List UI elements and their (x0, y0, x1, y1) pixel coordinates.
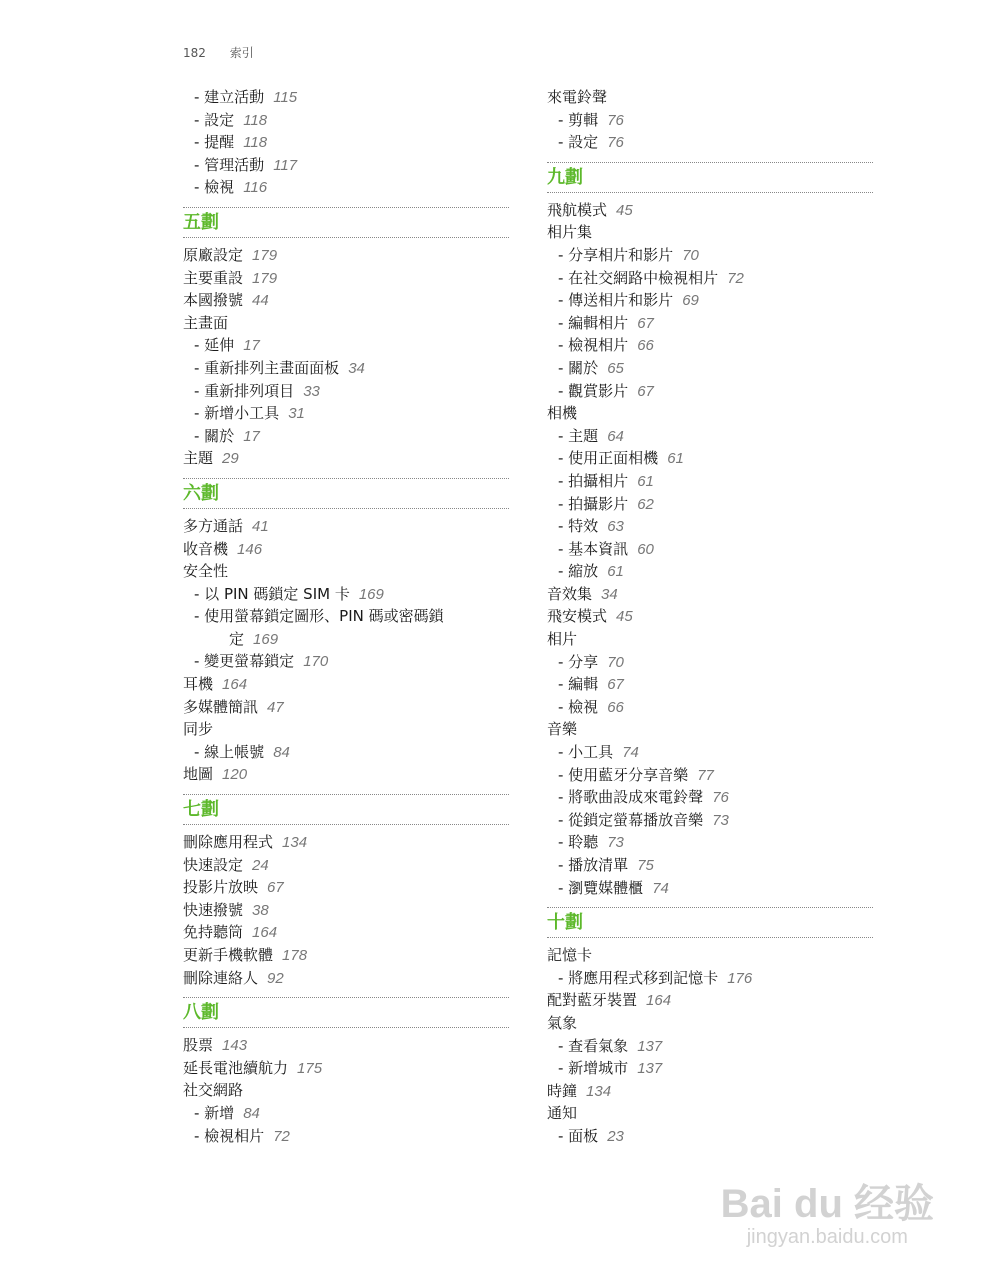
page-reference[interactable]: 77 (697, 766, 714, 784)
index-subentry (547, 877, 873, 900)
index-subentry (183, 628, 509, 651)
page-reference[interactable]: 63 (607, 518, 624, 536)
page-reference[interactable]: 164 (252, 924, 278, 942)
entry-label: - 分享 (558, 652, 599, 671)
page-reference[interactable]: 117 (273, 156, 298, 174)
entry-label: - 新增城市 (558, 1059, 629, 1078)
index-subentry (547, 764, 873, 787)
index-subentry (183, 583, 509, 606)
section-heading: 六劃 (183, 478, 509, 509)
page-reference[interactable]: 84 (273, 743, 290, 761)
page-reference[interactable]: 169 (358, 585, 384, 603)
page-reference[interactable]: 74 (622, 744, 639, 762)
page-reference[interactable]: 45 (616, 608, 633, 626)
page-reference[interactable]: 61 (667, 450, 684, 468)
entry-label: - 線上帳號 (194, 742, 265, 761)
entry-label: 刪除應用程式 (183, 833, 274, 852)
entry-label: 定 (229, 629, 245, 648)
page-number: 182 (183, 46, 206, 60)
index-entry (183, 289, 509, 312)
index-entry (547, 944, 873, 967)
entry-label: 相片 (547, 630, 578, 649)
index-subentry (547, 651, 873, 674)
section-heading: 七劃 (183, 794, 509, 825)
entry-label: 主題 (183, 449, 214, 468)
entry-label: - 拍攝影片 (558, 494, 629, 513)
entry-label: - 觀賞影片 (558, 381, 629, 400)
page-reference[interactable]: 76 (607, 134, 624, 152)
index-subentry (547, 786, 873, 809)
index-entry (547, 1102, 873, 1125)
page-reference[interactable]: 73 (712, 811, 729, 829)
page-reference[interactable]: 84 (243, 1104, 260, 1122)
page-reference[interactable]: 34 (348, 359, 365, 377)
page-reference[interactable]: 70 (682, 246, 699, 264)
index-subentry (547, 357, 873, 380)
index-entry (183, 447, 509, 470)
entry-label: - 查看氣象 (558, 1036, 629, 1055)
index-subentry (547, 289, 873, 312)
entry-label: 多媒體簡訊 (183, 697, 259, 716)
index-entry (183, 1034, 509, 1057)
index-entry (547, 1080, 873, 1103)
page-reference[interactable]: 73 (607, 834, 624, 852)
page-reference[interactable]: 44 (252, 292, 269, 310)
entry-label: - 延伸 (194, 336, 235, 355)
page-reference[interactable]: 164 (646, 992, 672, 1010)
page-reference[interactable]: 175 (297, 1059, 323, 1077)
index-entry (183, 944, 509, 967)
page-reference[interactable]: 41 (252, 517, 269, 535)
index-subentry (183, 1125, 509, 1148)
entry-label: - 關於 (558, 358, 599, 377)
entry-label: 免持聽筒 (183, 923, 244, 942)
index-entry (183, 560, 509, 583)
entry-label: - 面板 (558, 1126, 599, 1145)
entry-label: - 重新排列項目 (194, 381, 295, 400)
page-reference[interactable]: 134 (586, 1082, 612, 1100)
index-subentry (183, 741, 509, 764)
entry-label: - 新增 (194, 1103, 235, 1122)
page-reference[interactable]: 116 (243, 179, 268, 197)
index-entry (183, 538, 509, 561)
index-subentry (183, 650, 509, 673)
page-reference[interactable]: 66 (637, 337, 654, 355)
index-entry (183, 244, 509, 267)
entry-label: 通知 (547, 1104, 578, 1123)
page-reference[interactable]: 31 (288, 405, 305, 423)
index-subentry (183, 334, 509, 357)
index-subentry (183, 154, 509, 177)
entry-label: 耳機 (183, 675, 214, 694)
entry-label: 飛航模式 (547, 200, 608, 219)
entry-label: - 檢視 (194, 178, 235, 197)
entry-label: - 管理活動 (194, 155, 265, 174)
index-entry (183, 312, 509, 335)
section-heading: 五劃 (183, 207, 509, 238)
page-reference[interactable]: 38 (252, 901, 269, 919)
page-reference[interactable]: 24 (252, 856, 269, 874)
index-subentry (183, 402, 509, 425)
index-subentry (547, 538, 873, 561)
page-reference[interactable]: 67 (607, 676, 624, 694)
entry-label: 快速設定 (183, 855, 244, 874)
entry-label: 地圖 (183, 765, 214, 784)
index-entry (547, 628, 873, 651)
entry-label: - 主題 (558, 426, 599, 445)
page-reference[interactable]: 33 (303, 382, 320, 400)
index-entry (183, 718, 509, 741)
entry-label: 安全性 (183, 562, 229, 581)
watermark-logo: Bai du 经验 (720, 1182, 934, 1226)
index-entry (183, 673, 509, 696)
index-entry (183, 921, 509, 944)
page-reference[interactable]: 72 (273, 1127, 290, 1145)
entry-label: - 使用正面相機 (558, 449, 659, 468)
page-reference[interactable]: 92 (267, 969, 284, 987)
index-subentry (183, 425, 509, 448)
index-subentry (547, 854, 873, 877)
page-reference[interactable]: 17 (243, 427, 260, 445)
index-entry (183, 899, 509, 922)
page-reference[interactable]: 170 (303, 653, 329, 671)
index-entry (183, 267, 509, 290)
index-subentry (547, 334, 873, 357)
page-reference[interactable]: 70 (607, 653, 624, 671)
entry-label: - 使用藍牙分享音樂 (558, 765, 689, 784)
index-subentry (183, 380, 509, 403)
page-reference[interactable]: 67 (637, 314, 654, 332)
index-column-left (183, 86, 509, 1147)
index-entry (547, 989, 873, 1012)
entry-label: 相片集 (547, 223, 593, 242)
entry-label: - 分享相片和影片 (558, 245, 674, 264)
entry-label: 主畫面 (183, 313, 229, 332)
index-subentry (547, 1125, 873, 1148)
page-header (183, 44, 254, 61)
entry-label: - 檢視 (558, 697, 599, 716)
entry-label: 刪除連絡人 (183, 968, 259, 987)
entry-label: - 特效 (558, 517, 599, 536)
entry-label: 同步 (183, 720, 214, 739)
index-subentry (547, 1057, 873, 1080)
index-subentry (547, 131, 873, 154)
index-subentry (183, 176, 509, 199)
page-reference[interactable]: 65 (607, 359, 624, 377)
index-entry (547, 605, 873, 628)
page-reference[interactable]: 67 (637, 382, 654, 400)
entry-label: - 小工具 (558, 743, 614, 762)
index-subentry (547, 244, 873, 267)
page-reference[interactable]: 120 (222, 766, 248, 784)
entry-label: - 新增小工具 (194, 404, 280, 423)
page-reference[interactable]: 61 (607, 563, 624, 581)
page-reference[interactable]: 76 (712, 789, 729, 807)
index-subentry (547, 109, 873, 132)
entry-label: 投影片放映 (183, 878, 259, 897)
page-reference[interactable]: 176 (727, 969, 753, 987)
index-entry (183, 1079, 509, 1102)
page-reference[interactable]: 137 (637, 1060, 663, 1078)
entry-label: 飛安模式 (547, 607, 608, 626)
entry-label: - 使用螢幕鎖定圖形、PIN 碼或密碼鎖 (194, 607, 444, 626)
entry-label: 記憶卡 (547, 946, 593, 965)
watermark-url: jingyan.baidu.com (746, 1226, 908, 1248)
index-subentry (183, 357, 509, 380)
index-subentry (547, 380, 873, 403)
entry-label: - 設定 (194, 110, 235, 129)
index-subentry (183, 109, 509, 132)
page-reference[interactable]: 115 (273, 89, 298, 106)
entry-label: 本國撥號 (183, 291, 244, 310)
page-reference[interactable]: 179 (252, 269, 278, 287)
entry-label: 多方通話 (183, 516, 244, 535)
index-entry (547, 199, 873, 222)
watermark (721, 1182, 934, 1248)
entry-label: 氣象 (547, 1013, 578, 1032)
entry-label: 股票 (183, 1036, 214, 1055)
index-subentry (547, 560, 873, 583)
index-entry (547, 86, 873, 109)
entry-label: - 提醒 (194, 133, 235, 152)
page-reference[interactable]: 146 (237, 540, 263, 558)
page-reference[interactable]: 75 (637, 857, 654, 874)
page-reference[interactable]: 62 (637, 495, 654, 513)
index-subentry (547, 967, 873, 990)
index-subentry (183, 605, 509, 628)
index-subentry (547, 515, 873, 538)
index-subentry (547, 267, 873, 290)
index-entry (547, 1012, 873, 1035)
index-subentry (183, 1102, 509, 1125)
entry-label: 音效集 (547, 584, 593, 603)
entry-label: 相機 (547, 404, 578, 423)
index-subentry (547, 831, 873, 854)
entry-label: - 將應用程式移到記憶卡 (558, 968, 719, 987)
index-subentry (183, 86, 509, 109)
entry-label: - 檢視相片 (194, 1126, 265, 1145)
entry-label: 音樂 (547, 720, 578, 739)
page-reference[interactable]: 67 (267, 879, 284, 897)
index-subentry (547, 673, 873, 696)
index-subentry (183, 131, 509, 154)
index-entry (183, 967, 509, 990)
entry-label: - 關於 (194, 426, 235, 445)
entry-label: - 將歌曲設成來電鈴聲 (558, 788, 704, 807)
index-subentry (547, 809, 873, 832)
entry-label: - 縮放 (558, 562, 599, 581)
page-reference[interactable]: 137 (637, 1037, 663, 1055)
page-reference[interactable]: 134 (282, 834, 308, 852)
entry-label: - 變更螢幕鎖定 (194, 652, 295, 671)
index-subentry (547, 696, 873, 719)
page-reference[interactable]: 69 (682, 292, 699, 310)
index-subentry (547, 312, 873, 335)
index-entry (183, 876, 509, 899)
page-reference[interactable]: 34 (601, 585, 618, 603)
entry-label: - 播放清單 (558, 856, 629, 874)
entry-label: - 建立活動 (194, 88, 265, 106)
entry-label: 來電鈴聲 (547, 88, 608, 106)
page-reference[interactable]: 118 (243, 134, 268, 152)
page-reference[interactable]: 169 (253, 630, 279, 648)
page-reference[interactable]: 72 (727, 269, 744, 287)
entry-label: 社交網路 (183, 1081, 244, 1100)
entry-label: 配對藍牙裝置 (547, 991, 638, 1010)
index-subentry (547, 1035, 873, 1058)
entry-label: - 重新排列主畫面面板 (194, 358, 340, 377)
index-subentry (547, 493, 873, 516)
index-subentry (547, 425, 873, 448)
page-reference[interactable]: 74 (652, 879, 669, 897)
entry-label: 收音機 (183, 539, 229, 558)
section-heading: 九劃 (547, 162, 873, 193)
index-column-right (547, 86, 873, 1148)
entry-label: - 在社交網路中檢視相片 (558, 268, 719, 287)
index-entry (183, 763, 509, 786)
index-subentry (547, 447, 873, 470)
index-entry (547, 402, 873, 425)
index-entry (547, 718, 873, 741)
entry-label: - 聆聽 (558, 833, 599, 852)
entry-label: 主要重設 (183, 268, 244, 287)
page-reference[interactable]: 17 (243, 337, 260, 355)
entry-label: 更新手機軟體 (183, 946, 274, 964)
entry-label: - 基本資訊 (558, 539, 629, 558)
index-entry (183, 1057, 509, 1080)
page-reference[interactable]: 76 (607, 111, 624, 129)
section-heading: 八劃 (183, 997, 509, 1028)
entry-label: - 剪輯 (558, 110, 599, 129)
entry-label: - 瀏覽媒體櫃 (558, 878, 644, 897)
entry-label: - 傳送相片和影片 (558, 291, 674, 310)
section-heading: 十劃 (547, 907, 873, 938)
page-reference[interactable]: 47 (267, 698, 284, 716)
entry-label: - 從鎖定螢幕播放音樂 (558, 810, 704, 829)
index-entry (183, 515, 509, 538)
page-reference[interactable]: 143 (222, 1037, 248, 1055)
entry-label: - 編輯相片 (558, 313, 629, 332)
page-reference[interactable]: 23 (607, 1127, 624, 1145)
index-entry (183, 854, 509, 877)
entry-label: - 檢視相片 (558, 336, 629, 355)
page-title: 索引 (229, 46, 254, 60)
page-reference[interactable]: 45 (616, 201, 633, 219)
page-reference[interactable]: 118 (243, 111, 268, 129)
page-reference[interactable]: 164 (222, 676, 248, 694)
index-subentry (547, 741, 873, 764)
entry-label: 原廠設定 (183, 245, 244, 264)
index-entry (547, 221, 873, 244)
page-reference[interactable]: 29 (222, 450, 239, 468)
entry-label: 時鐘 (547, 1081, 578, 1100)
entry-label: 延長電池續航力 (183, 1058, 289, 1077)
page-reference[interactable]: 66 (607, 698, 624, 716)
entry-label: - 拍攝相片 (558, 471, 629, 490)
entry-label: - 設定 (558, 133, 599, 152)
entry-label: - 以 PIN 碼鎖定 SIM 卡 (194, 584, 350, 603)
entry-label: 快速撥號 (183, 900, 244, 919)
page-reference[interactable]: 178 (282, 947, 308, 964)
index-entry (547, 583, 873, 606)
page-reference[interactable]: 64 (607, 427, 624, 445)
entry-label: - 編輯 (558, 675, 599, 694)
index-entry (183, 696, 509, 719)
page-reference[interactable]: 60 (637, 540, 654, 558)
page-reference[interactable]: 61 (637, 472, 654, 490)
index-subentry (547, 470, 873, 493)
index-entry (183, 831, 509, 854)
page-reference[interactable]: 179 (252, 246, 278, 264)
